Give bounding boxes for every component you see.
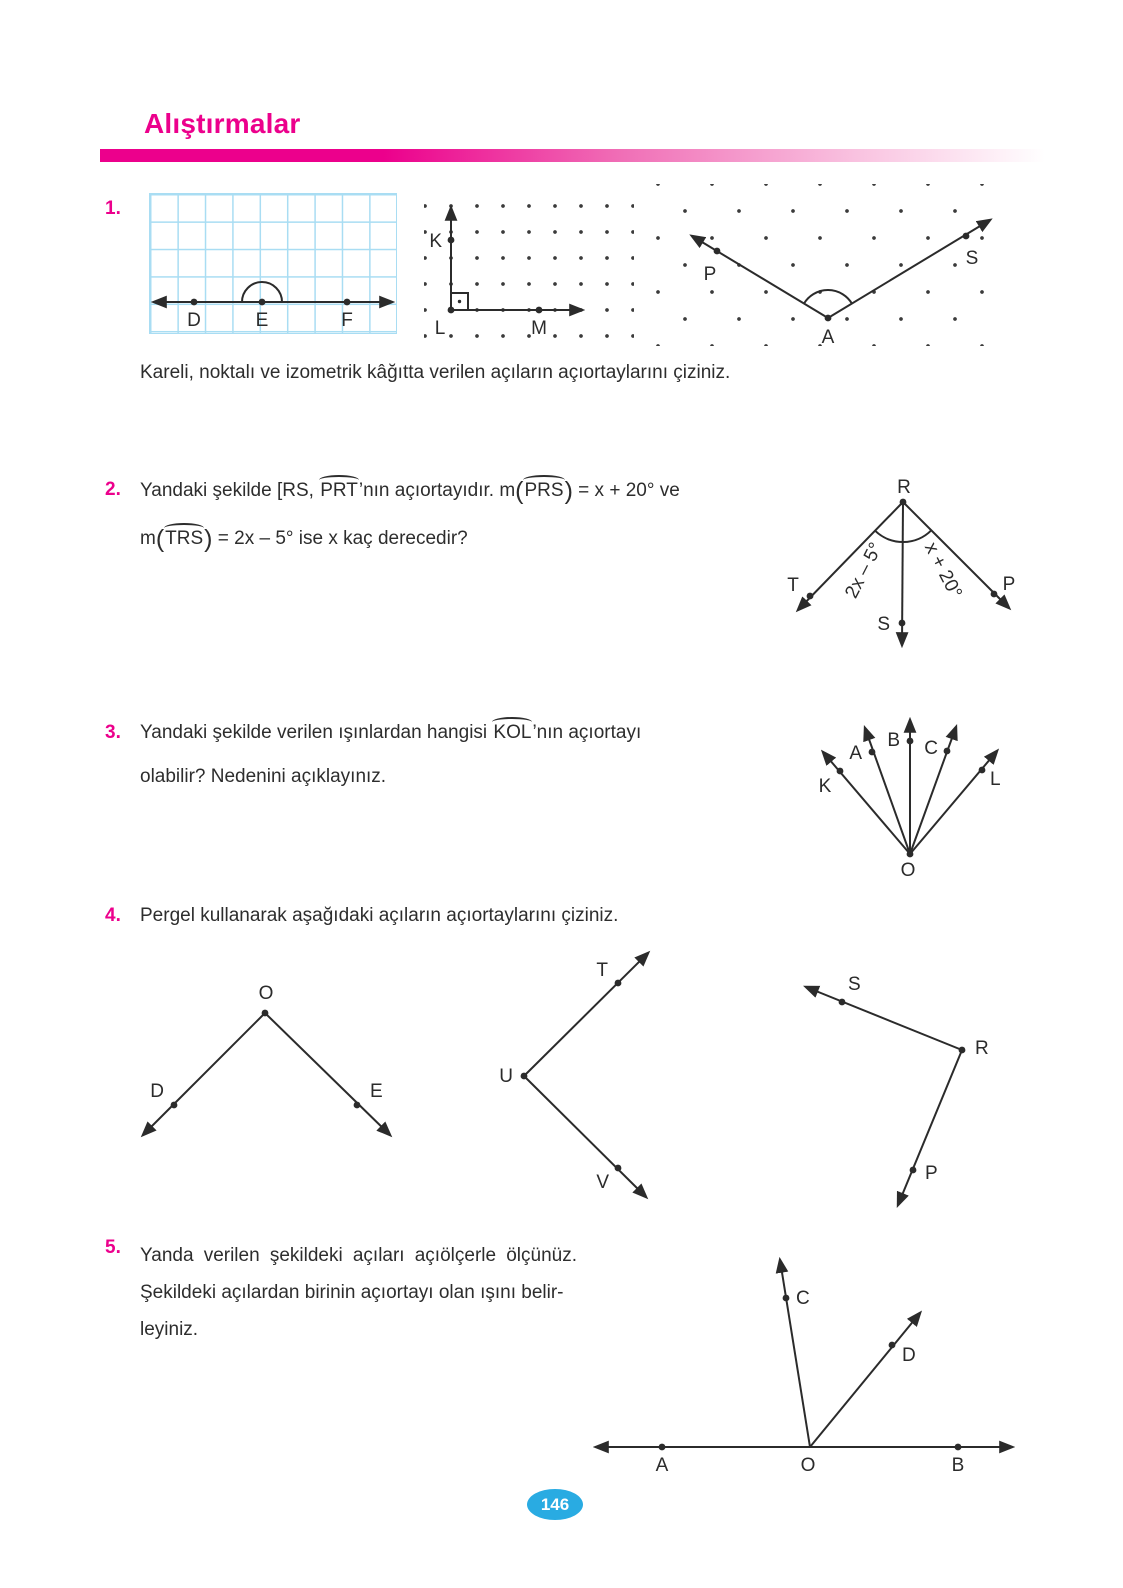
figure-angle-srp (788, 953, 993, 1211)
page-number: 146 (540, 1494, 570, 1514)
point-label-p: P (925, 1163, 938, 1184)
figure-angles-aob (588, 1243, 1020, 1478)
point-label-v: V (596, 1172, 609, 1193)
point-label-r: R (975, 1038, 989, 1059)
exercise-5-text (140, 1237, 577, 1348)
point-label-e: E (370, 1081, 383, 1102)
exercise-5-line-3: leyiniz. (140, 1319, 199, 1340)
point-label-a: A (849, 743, 862, 764)
angle-name-trs: TRS (165, 528, 204, 549)
point-label-d: D (150, 1081, 164, 1102)
page-title: Alıştırmalar (144, 108, 301, 139)
point-label-b: B (951, 1455, 965, 1476)
point-label-d: D (902, 1345, 916, 1366)
point-label-s: S (848, 974, 861, 995)
point-label-p: P (1002, 574, 1016, 595)
point-label-p: P (703, 264, 717, 285)
angle-name-prs: PRS (524, 480, 564, 501)
point-label-o: O (258, 983, 274, 1004)
angle-value-left: 2x – 5° (841, 539, 887, 602)
point-label-c: C (924, 738, 938, 759)
exercise-5-number: 5. (105, 1237, 121, 1258)
figure-bisector-rst (773, 463, 1028, 658)
point-label-l: L (434, 318, 446, 339)
point-label-k: K (429, 231, 442, 252)
point-label-s: S (877, 614, 890, 635)
page-number-badge (527, 1489, 583, 1520)
exercise-2-line-2: m(TRS) = 2x – 5° ise x kaç derecedir? (140, 525, 468, 553)
figure-dot-paper-angle (424, 182, 634, 348)
point-label-o: O (900, 860, 916, 881)
point-label-s: S (965, 248, 979, 269)
exercise-1-caption: Kareli, noktalı ve izometrik kâğıtta verilen açıların açıortaylarını çiziniz. (140, 362, 731, 383)
point-label-b: B (887, 730, 900, 751)
angle-name-prt: PRT (320, 480, 358, 501)
exercise-5-line-1: Yanda verilen şekildeki açıları açıölçerle ölçünüz. (140, 1245, 577, 1266)
exercise-2-line-1: Yandaki şekilde [RS, PRT’nın açıortayıdır. m(PRS) = x + 20° ve (140, 477, 680, 505)
angle-name-kol: KOL (493, 722, 532, 743)
figure-grid-paper-angle (149, 193, 397, 334)
point-label-t: T (787, 575, 799, 596)
point-label-u: U (499, 1066, 513, 1087)
figure-angle-tuv (499, 938, 673, 1206)
exercise-5-line-2: Şekildeki açılardan birinin açıortayı olan ışını belir- (140, 1282, 564, 1303)
point-label-e: E (255, 310, 269, 331)
exercise-3-number: 3. (105, 722, 121, 743)
point-label-f: F (341, 310, 353, 331)
figure-five-rays (793, 693, 1013, 883)
figure-angle-doe (133, 973, 403, 1143)
angle-value-right: x + 20° (919, 539, 966, 602)
point-label-l: L (990, 769, 1001, 790)
exercise-4-text: Pergel kullanarak aşağıdaki açıların açıortaylarını çiziniz. (140, 905, 619, 926)
title-accent-bar (100, 149, 1045, 162)
exercise-1-number: 1. (105, 198, 121, 219)
figure-isometric-paper-angle (648, 184, 1004, 346)
point-label-m: M (531, 318, 547, 339)
point-label-k: K (818, 776, 832, 797)
point-label-d: D (187, 310, 201, 331)
angle-arc (804, 290, 852, 304)
point-label-t: T (596, 960, 608, 981)
point-label-r: R (897, 477, 911, 498)
exercise-4-number: 4. (105, 905, 121, 926)
exercise-3-line-1: Yandaki şekilde verilen ışınlardan hangisi KOL’nın açıortayı (140, 722, 642, 743)
exercise-3-line-2: olabilir? Nedenini açıklayınız. (140, 766, 387, 787)
point-label-a: A (655, 1455, 669, 1476)
point-label-o: O (800, 1455, 816, 1476)
point-label-c: C (796, 1288, 810, 1309)
point-label-a: A (821, 327, 835, 348)
exercise-2-number: 2. (105, 479, 121, 500)
